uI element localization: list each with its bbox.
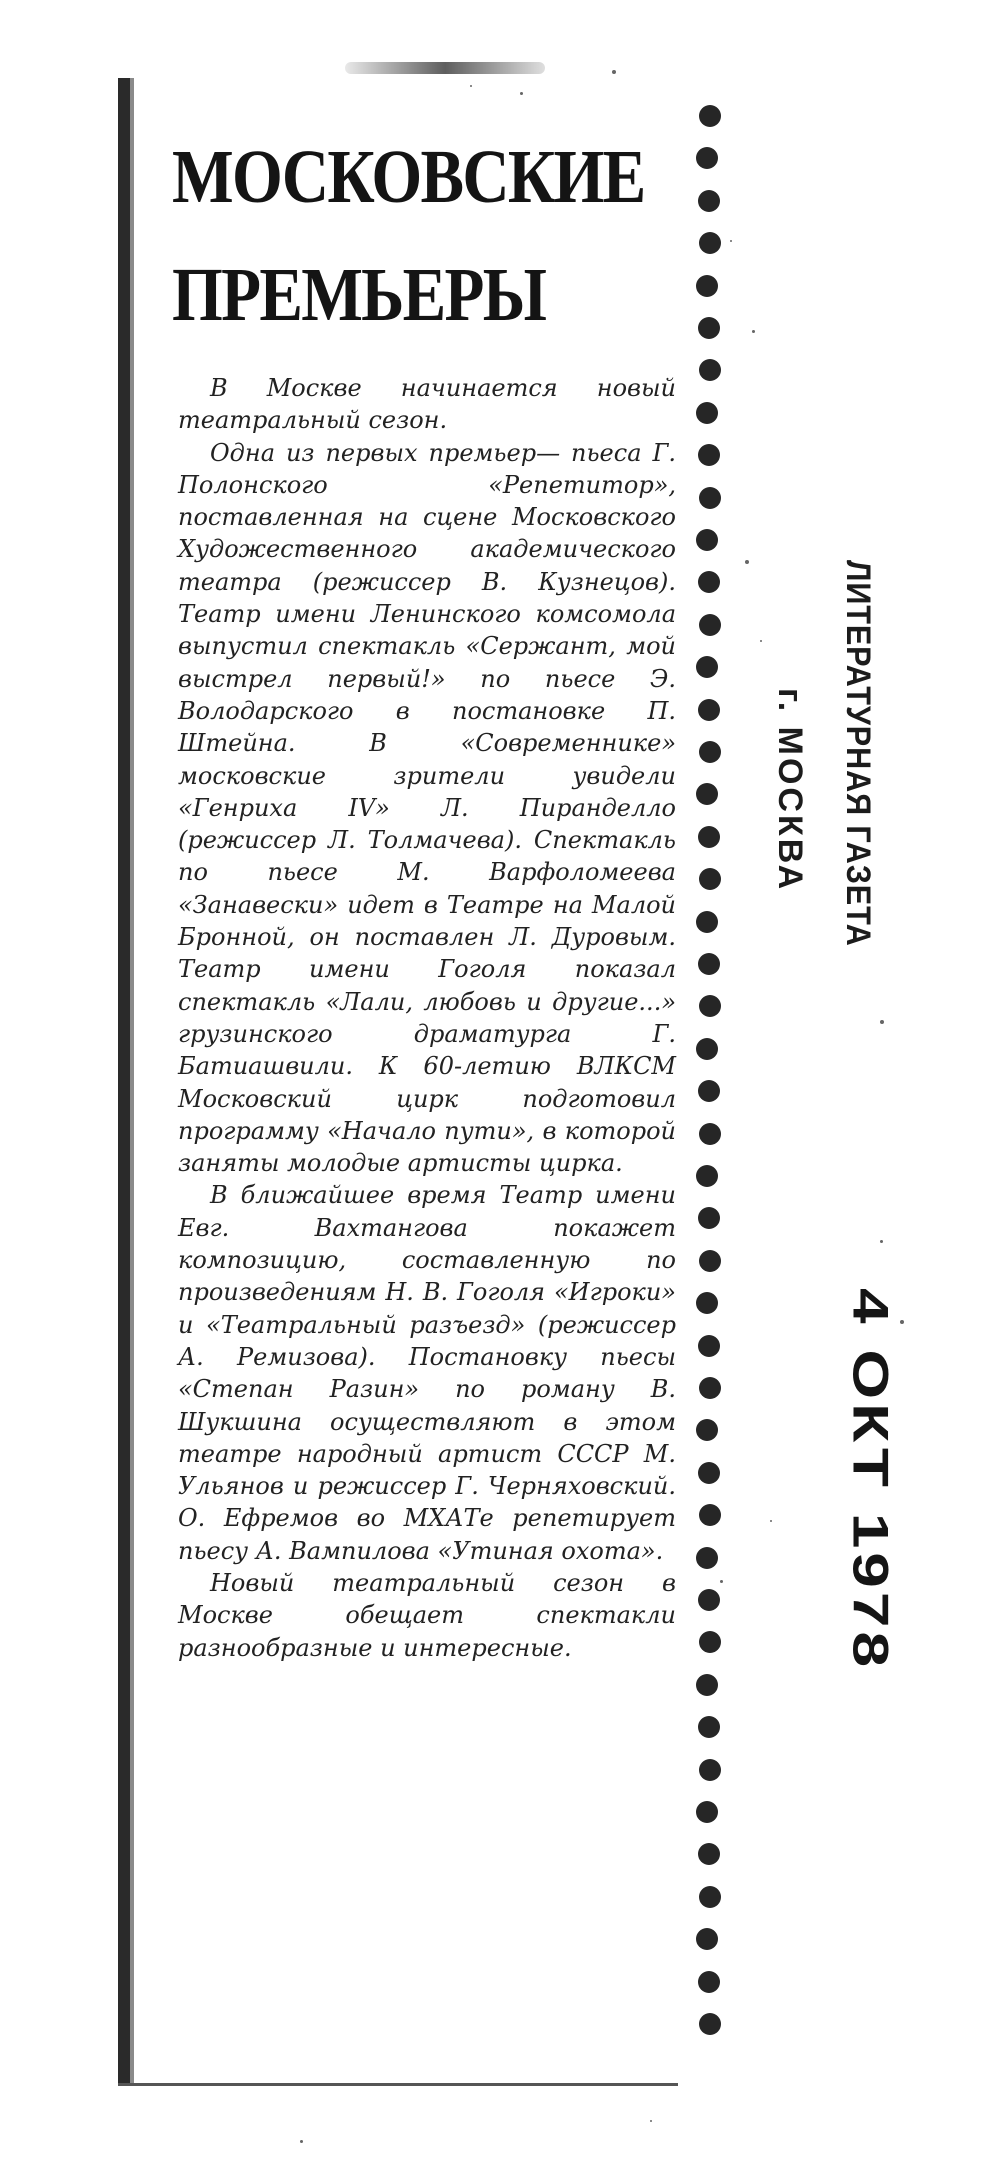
article-paragraph: В Москве начинается новый театральный сезон.: [178, 374, 676, 435]
perforation-hole: [699, 995, 721, 1017]
headline-line-2: ПРЕМЬЕРЫ: [172, 253, 546, 337]
ink-speck: [880, 1240, 883, 1243]
ink-smudge: [345, 62, 545, 74]
article-body: [178, 372, 676, 1664]
perforation-hole: [696, 147, 718, 169]
perforation-hole: [699, 359, 721, 381]
perforation-hole: [698, 1462, 720, 1484]
perforation-hole: [698, 1843, 720, 1865]
ink-speck: [900, 1320, 904, 1324]
perforation-hole: [699, 2013, 721, 2035]
perforation-hole: [699, 105, 721, 127]
ink-speck: [470, 85, 472, 87]
perforation-hole: [699, 232, 721, 254]
perforation-hole: [696, 1165, 718, 1187]
article-headline: [172, 118, 645, 354]
perforation-hole: [696, 529, 718, 551]
article-paragraph: Новый театральный сезон в Москве обещает спектакли разнообразные и интересные.: [178, 1568, 676, 1662]
perforation-hole: [698, 1971, 720, 1993]
perforation-hole: [699, 741, 721, 763]
perforation-hole: [696, 1292, 718, 1314]
perforation-hole: [699, 1631, 721, 1653]
perforation-hole: [696, 1038, 718, 1060]
perforation-hole: [699, 1250, 721, 1272]
newspaper-name-stamp: ЛИТЕРАТУРНАЯ ГАЗЕТА: [839, 560, 877, 947]
perforation-hole: [699, 868, 721, 890]
perforation-hole: [696, 1547, 718, 1569]
perforation-hole: [699, 1123, 721, 1145]
perforation-hole: [696, 402, 718, 424]
perforation-hole: [698, 1716, 720, 1738]
perforation-hole: [698, 699, 720, 721]
ink-speck: [752, 330, 755, 333]
perforation-hole: [698, 953, 720, 975]
perforation-hole: [698, 317, 720, 339]
ink-speck: [720, 1580, 723, 1583]
perforation-hole: [696, 911, 718, 933]
perforation-hole: [696, 1801, 718, 1823]
perforation-hole: [698, 1335, 720, 1357]
article-paragraph: Одна из первых премьер— пьеса Г. Полонского «Репетитор», поставленная на сцене Московского Художественного академического театра (режиссер В. Кузнецов). Театр имени Ленинского комсомола выпустил спектакль «Сержант, мой выстрел первый!» по пьесе Э. Володарского в постановке П. Штейна. В «Современнике» московские зрители увидели «Генриха IV» Л. Пиранделло (режиссер Л. Толмачева). Спектакль по пьесе М. Варфоломеева «Занавески» идет в Театре на Малой Бронной, он поставлен Л. Дуровым. Театр имени Гоголя показал спектакль «Лали, любовь и другие...» грузинского драматурга Г. Батиашвили. К 60-летию ВЛКСМ Московский цирк подготовил программу «Начало пути», в которой заняты молодые артисты цирка.: [178, 438, 676, 1178]
ink-speck: [880, 1020, 884, 1024]
perforation-hole: [699, 1759, 721, 1781]
date-stamp: 4 ОКТ 1978: [842, 1288, 899, 1672]
perforation-hole: [698, 1080, 720, 1102]
perforation-hole: [696, 275, 718, 297]
perforation-hole: [696, 1674, 718, 1696]
perforation-hole: [699, 1377, 721, 1399]
perforation-hole: [696, 783, 718, 805]
ink-speck: [745, 560, 749, 564]
city-stamp: г. МОСКВА: [771, 688, 809, 893]
perforation-hole: [698, 1207, 720, 1229]
perforation-hole: [699, 1504, 721, 1526]
ink-speck: [650, 2120, 652, 2122]
perforation-hole: [698, 444, 720, 466]
perforation-hole: [698, 571, 720, 593]
bottom-border-rule: [118, 2083, 678, 2086]
perforation-hole: [696, 1928, 718, 1950]
perforation-hole: [698, 190, 720, 212]
headline-line-1: МОСКОВСКИЕ: [172, 135, 645, 219]
perforation-hole: [699, 1886, 721, 1908]
perforation-hole: [699, 487, 721, 509]
perforation-hole: [698, 1589, 720, 1611]
perforation-hole: [698, 826, 720, 848]
left-border-shade: [130, 78, 134, 2083]
article-paragraph: В ближайшее время Театр имени Евг. Вахтангова покажет композицию, составленную по произведениям Н. В. Гоголя «Игроки» и «Театральный разъезд» (режиссер А. Ремизова). Постановку пьесы «Степан Разин» по роману В. Шукшина осуществляют в этом театре народный артист СССР М. Ульянов и режиссер Г. Черняховский. О. Ефремов во МХАТе репетирует пьесу А. Вампилова «Утиная охота».: [178, 1181, 676, 1565]
ink-speck: [760, 640, 762, 642]
left-border-bar: [118, 78, 130, 2083]
ink-speck: [612, 70, 616, 74]
perforation-hole: [696, 656, 718, 678]
ink-speck: [730, 240, 732, 242]
perforation-holes: [694, 105, 724, 2080]
perforation-hole: [696, 1419, 718, 1441]
ink-speck: [770, 1520, 772, 1522]
perforation-hole: [699, 614, 721, 636]
ink-speck: [300, 2140, 303, 2143]
ink-speck: [520, 92, 523, 95]
